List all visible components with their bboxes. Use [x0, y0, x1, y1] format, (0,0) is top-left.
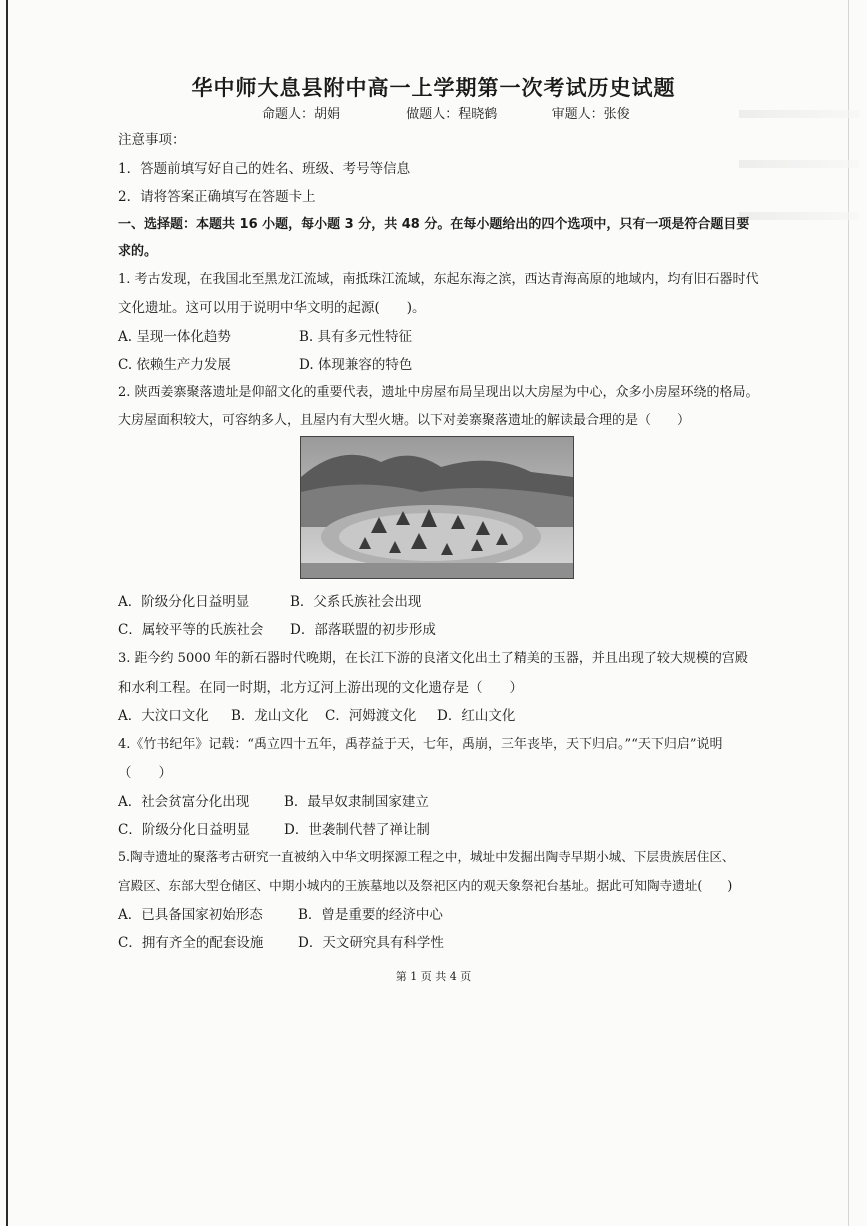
question-2-text: 大房屋面积较大，可容纳多人，且屋内有大型火塘。以下对姜寨聚落遗址的解读最合理的是（ ） — [118, 413, 691, 428]
author-line — [262, 103, 630, 122]
question-3-text: 3. 距今约 5000 年的新石器时代晚期，在长江下游的良渚文化出土了精美的玉器，并且出现了较大规模的宫殿 — [118, 651, 748, 666]
q5-option-d: D．天文研究具有科学性 — [298, 935, 444, 951]
question-4-text: （ ） — [118, 765, 172, 781]
section-heading-cont: 求的。 — [118, 244, 158, 259]
q1-option-b: B. 具有多元性特征 — [299, 329, 413, 345]
q3-option-d: D．红山文化 — [437, 708, 516, 724]
q4-option-b: B．最早奴隶制国家建立 — [284, 794, 429, 810]
settlement-drawing — [301, 437, 573, 578]
q2-option-d: D．部落联盟的初步形成 — [290, 622, 436, 638]
q3-option-b: B．龙山文化 — [231, 708, 309, 724]
maker: 做题人：程晓鹤 — [406, 107, 498, 122]
question-4-text: 4.《竹书纪年》记载：“禹立四十五年，禹荐益于天，七年，禹崩，三年丧毕，天下归启。”“天下归启”说明 — [118, 737, 723, 752]
exam-title: 华中师大息县附中高一上学期第一次考试历史试题 — [191, 76, 676, 100]
question-1-text: 1. 考古发现，在我国北至黑龙江流域，南抵珠江流域，东起东海之滨，西达青海高原的地域内，均有旧石器时代 — [118, 272, 759, 287]
q5-option-b: B．曾是重要的经济中心 — [298, 907, 443, 923]
note-item: 2．请将答案正确填写在答题卡上 — [118, 189, 316, 205]
setter: 命题人：胡娟 — [262, 107, 341, 122]
q2-option-b: B．父系氏族社会出现 — [290, 594, 422, 610]
question-5-text: 5.陶寺遗址的聚落考古研究一直被纳入中华文明探源工程之中，城址中发掘出陶寺早期小城、下层贵族居住区、 — [118, 849, 735, 864]
question-5-text: 宫殿区、东部大型仓储区、中期小城内的王族墓地以及祭祀区内的观天象祭祀台基址。据此可知陶寺遗址( ) — [118, 878, 733, 893]
jiangzhai-settlement-illustration — [300, 436, 574, 579]
q1-option-a: A. 呈现一体化趋势 — [118, 329, 231, 345]
q1-option-d: D. 体现兼容的特色 — [299, 357, 413, 373]
q4-option-a: A．社会贫富分化出现 — [118, 794, 250, 810]
question-2-text: 2. 陕西姜寨聚落遗址是仰韶文化的重要代表，遗址中房屋布局呈现出以大房屋为中心，众多小房屋环绕的格局。 — [118, 385, 759, 400]
q5-option-a: A．已具备国家初始形态 — [118, 907, 263, 923]
question-3-text: 和水利工程。在同一时期，北方辽河上游出现的文化遗存是（ ） — [118, 680, 523, 696]
q3-option-c: C．河姆渡文化 — [325, 708, 417, 724]
section-heading: 一、选择题：本题共 16 小题，每小题 3 分，共 48 分。在每小题给出的四个选项中，只有一项是符合题目要 — [118, 217, 750, 232]
note-item: 1．答题前填写好自己的姓名、班级、考号等信息 — [118, 161, 411, 177]
reviewer: 审题人：张俊 — [551, 107, 630, 122]
q4-option-d: D．世袭制代替了禅让制 — [284, 822, 430, 838]
q2-option-a: A．阶级分化日益明显 — [118, 594, 250, 610]
page-footer: 第 1 页 共 4 页 — [395, 970, 472, 983]
q3-option-a: A．大汶口文化 — [118, 708, 209, 724]
question-1-text: 文化遗址。这可以用于说明中华文明的起源( )。 — [118, 300, 426, 316]
notes-heading: 注意事项： — [118, 132, 186, 148]
q1-option-c: C. 依赖生产力发展 — [118, 357, 231, 373]
q4-option-c: C．阶级分化日益明显 — [118, 822, 250, 838]
q2-option-c: C．属较平等的氏族社会 — [118, 622, 264, 638]
q5-option-c: C．拥有齐全的配套设施 — [118, 935, 264, 951]
